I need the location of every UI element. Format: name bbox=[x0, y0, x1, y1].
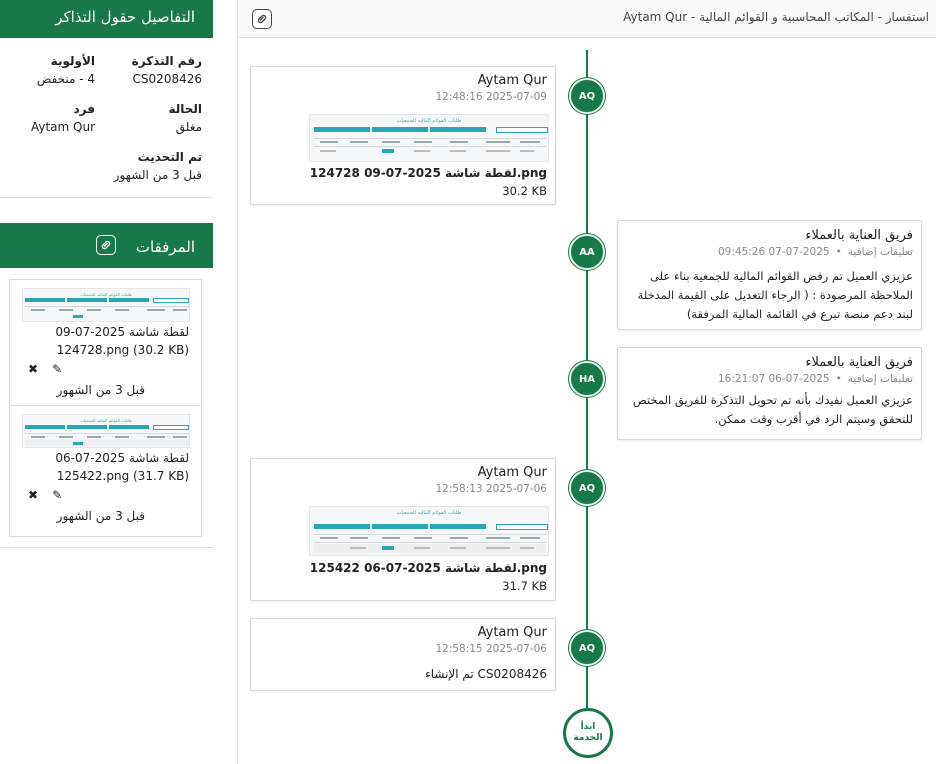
sidebar bbox=[0, 0, 213, 764]
file-name-link[interactable]: لقطة شاشة 2025-07-06 125422.png bbox=[309, 561, 547, 575]
thumb-text bbox=[486, 537, 510, 539]
thumb-divider bbox=[314, 138, 546, 139]
entry-tag: تعليقات إضافية bbox=[847, 373, 913, 385]
thumb-text bbox=[173, 436, 187, 438]
meta-separator: • bbox=[835, 373, 842, 385]
thumb-divider bbox=[25, 433, 189, 434]
field-value: Aytam Qur bbox=[30, 120, 95, 134]
thumbnail-title: طلبات القوائم المالية للجمعيات bbox=[396, 510, 462, 516]
thumb-button bbox=[382, 149, 394, 153]
thumb-text bbox=[87, 309, 101, 311]
ticket-details-panel bbox=[0, 0, 213, 198]
thumb-button bbox=[314, 127, 370, 132]
thumb-text bbox=[59, 309, 73, 311]
screenshot-thumbnail[interactable] bbox=[309, 506, 549, 556]
screenshot-thumbnail[interactable] bbox=[22, 414, 190, 448]
entry-author: Aytam Qur bbox=[477, 625, 547, 640]
attachments-panel bbox=[0, 223, 213, 548]
attach-file-button[interactable] bbox=[252, 9, 272, 29]
thumb-input bbox=[153, 298, 189, 303]
panel-title: التفاصيل حقول التذاكر bbox=[55, 8, 195, 26]
thumb-button bbox=[382, 546, 394, 550]
thumb-divider bbox=[314, 542, 546, 543]
attachment-actions bbox=[28, 488, 62, 502]
entry-author: Aytam Qur bbox=[477, 73, 547, 88]
entry-timestamp: 2025-07-06 12:58:13 bbox=[435, 483, 547, 495]
entry-meta bbox=[626, 246, 913, 258]
thumb-divider bbox=[314, 534, 546, 535]
file-name-link[interactable]: لقطة شاشة 2025-07-09 124728.png bbox=[309, 166, 547, 180]
thumb-text bbox=[450, 150, 466, 152]
thumb-text bbox=[147, 436, 165, 438]
comment-entry bbox=[617, 220, 922, 330]
field-label: رقم التذكرة bbox=[131, 54, 202, 68]
attachment-entry bbox=[250, 66, 556, 205]
thumb-text bbox=[414, 141, 432, 143]
thumb-text bbox=[520, 537, 540, 539]
entry-body: عزيزي العميل تم رفض القوائم المالية للجمعية بناء على الملاحظة المرصودة : ( الرجاء التعديل على القيمة المدخلة لبند دعم منصة تبرع في القائمة المالية المرفقة) bbox=[637, 269, 913, 321]
thumb-text bbox=[31, 436, 45, 438]
edit-icon[interactable]: ✎ bbox=[52, 362, 63, 376]
thumb-button bbox=[73, 442, 83, 445]
thumb-button bbox=[67, 425, 107, 429]
entry-timestamp: 2025-07-07 09:45:26 bbox=[717, 246, 830, 258]
field-label: فرد bbox=[73, 102, 95, 116]
field-value: CS0208426 bbox=[132, 72, 202, 86]
field-priority bbox=[37, 54, 95, 86]
thumb-text bbox=[520, 150, 534, 152]
thumb-input bbox=[496, 524, 548, 530]
thumb-text bbox=[147, 309, 165, 311]
thumb-text bbox=[520, 141, 540, 143]
thumb-text bbox=[59, 436, 73, 438]
paperclip-icon bbox=[100, 239, 112, 251]
entry-timestamp: 2025-07-06 16:21:07 bbox=[717, 373, 830, 385]
thumb-button bbox=[109, 425, 149, 429]
thumb-text bbox=[450, 141, 468, 143]
thumb-input bbox=[153, 425, 189, 430]
field-ticket-number bbox=[132, 54, 202, 86]
avatar: AQ bbox=[569, 470, 605, 506]
thumb-text bbox=[173, 309, 187, 311]
entry-author: فريق العناية بالعملاء bbox=[805, 355, 913, 370]
stream-header bbox=[238, 0, 936, 38]
thumb-text bbox=[31, 309, 45, 311]
attachment-actions bbox=[28, 362, 62, 376]
entry-tag: تعليقات إضافية bbox=[847, 246, 913, 258]
thumb-text bbox=[414, 150, 430, 152]
entry-author: Aytam Qur bbox=[477, 465, 547, 480]
attachments-list bbox=[9, 279, 202, 537]
attachment-item bbox=[10, 406, 201, 536]
avatar: AQ bbox=[569, 630, 605, 666]
thumb-button bbox=[372, 524, 428, 529]
thumb-button bbox=[430, 127, 486, 132]
field-value: 4 - منخفض bbox=[36, 72, 95, 86]
entry-timestamp: 2025-07-09 12:48:16 bbox=[435, 91, 547, 103]
thumb-text bbox=[382, 537, 400, 539]
thumb-row bbox=[25, 440, 189, 446]
thumb-button bbox=[314, 524, 370, 529]
thumb-text bbox=[320, 141, 338, 143]
field-status bbox=[168, 102, 202, 134]
thumb-text bbox=[350, 141, 368, 143]
attachment-name-link[interactable]: لقطة شاشة 2025-07-09 124728.png (30.2 KB) bbox=[55, 325, 189, 357]
attachment-time: قبل 3 من الشهور bbox=[56, 509, 145, 523]
screenshot-thumbnail[interactable] bbox=[309, 114, 549, 162]
thumb-text bbox=[115, 436, 129, 438]
activity-stream bbox=[237, 0, 936, 764]
entry-timestamp: 2025-07-06 12:58:15 bbox=[435, 643, 547, 655]
thumb-button bbox=[372, 127, 428, 132]
attachment-time: قبل 3 من الشهور bbox=[56, 383, 145, 397]
entry-body: CS0208426 تم الإنشاء bbox=[425, 667, 547, 681]
avatar: HA bbox=[569, 361, 605, 397]
thumb-button bbox=[73, 315, 83, 318]
thumb-button bbox=[109, 298, 149, 302]
field-updated bbox=[114, 150, 202, 182]
attachment-item bbox=[10, 280, 201, 406]
created-entry bbox=[250, 618, 556, 691]
comment-entry bbox=[617, 347, 922, 440]
thumb-text bbox=[486, 150, 510, 152]
attachment-name-link[interactable]: لقطة شاشة 2025-07-06 125422.png (31.7 KB) bbox=[55, 451, 189, 483]
field-label: الأولوية bbox=[50, 54, 95, 68]
file-size: 31.7 KB bbox=[502, 579, 547, 593]
field-individual bbox=[31, 102, 95, 134]
entry-body: عزيزي العميل نفيدك بأنه تم تحويل التذكرة للفريق المختص للتحقق وسيتم الرد في أقرب وقت ممكن. bbox=[632, 393, 913, 426]
thumb-text bbox=[320, 537, 338, 539]
field-label: الحالة bbox=[168, 102, 202, 116]
start-service-node: ابدأ الخدمة bbox=[563, 708, 613, 758]
field-value: قبل 3 من الشهور bbox=[113, 168, 202, 182]
meta-separator: • bbox=[835, 246, 842, 258]
thumb-divider bbox=[314, 146, 546, 147]
panel-header bbox=[0, 0, 213, 38]
page-title: استفسار - المكاتب المحاسبية و القوائم المالية - Aytam Qur bbox=[623, 10, 929, 24]
thumb-text bbox=[382, 141, 400, 143]
thumb-text bbox=[520, 547, 534, 549]
thumbnail-title: طلبات القوائم المالية للجمعيات bbox=[396, 118, 462, 124]
thumb-text bbox=[450, 537, 468, 539]
entry-meta bbox=[626, 373, 913, 385]
thumb-text bbox=[414, 547, 430, 549]
thumb-button bbox=[25, 298, 65, 302]
thumb-text bbox=[87, 436, 101, 438]
paperclip-icon bbox=[256, 13, 268, 25]
thumb-text bbox=[414, 537, 432, 539]
avatar: AA bbox=[569, 234, 605, 270]
thumb-button bbox=[67, 298, 107, 302]
thumb-text bbox=[486, 141, 510, 143]
field-value: مغلق bbox=[175, 120, 202, 134]
thumb-button bbox=[25, 425, 65, 429]
thumbnail-title: طلبات القوائم المالية للجمعيات bbox=[80, 418, 132, 423]
thumb-row bbox=[314, 544, 546, 553]
attachment-entry bbox=[250, 458, 556, 601]
thumb-text bbox=[320, 150, 336, 152]
panel-title: المرفقات bbox=[135, 238, 195, 256]
attach-file-button[interactable] bbox=[96, 235, 116, 255]
screenshot-thumbnail[interactable] bbox=[22, 288, 190, 322]
avatar: AQ bbox=[569, 78, 605, 114]
delete-icon[interactable]: ✖ bbox=[28, 362, 39, 376]
thumb-text bbox=[115, 309, 129, 311]
thumb-button bbox=[430, 524, 486, 529]
thumb-text bbox=[450, 547, 466, 549]
thumb-text bbox=[350, 537, 368, 539]
panel-header bbox=[0, 223, 213, 268]
file-size: 30.2 KB bbox=[502, 184, 547, 198]
thumb-text bbox=[350, 547, 366, 549]
delete-icon[interactable]: ✖ bbox=[28, 488, 39, 502]
field-label: تم التحديث bbox=[137, 150, 202, 164]
thumb-text bbox=[486, 547, 510, 549]
thumbnail-title: طلبات القوائم المالية للجمعيات bbox=[80, 292, 132, 297]
thumb-input bbox=[496, 127, 548, 133]
entry-author: فريق العناية بالعملاء bbox=[805, 228, 913, 243]
thumb-divider bbox=[25, 306, 189, 307]
edit-icon[interactable]: ✎ bbox=[52, 488, 63, 502]
